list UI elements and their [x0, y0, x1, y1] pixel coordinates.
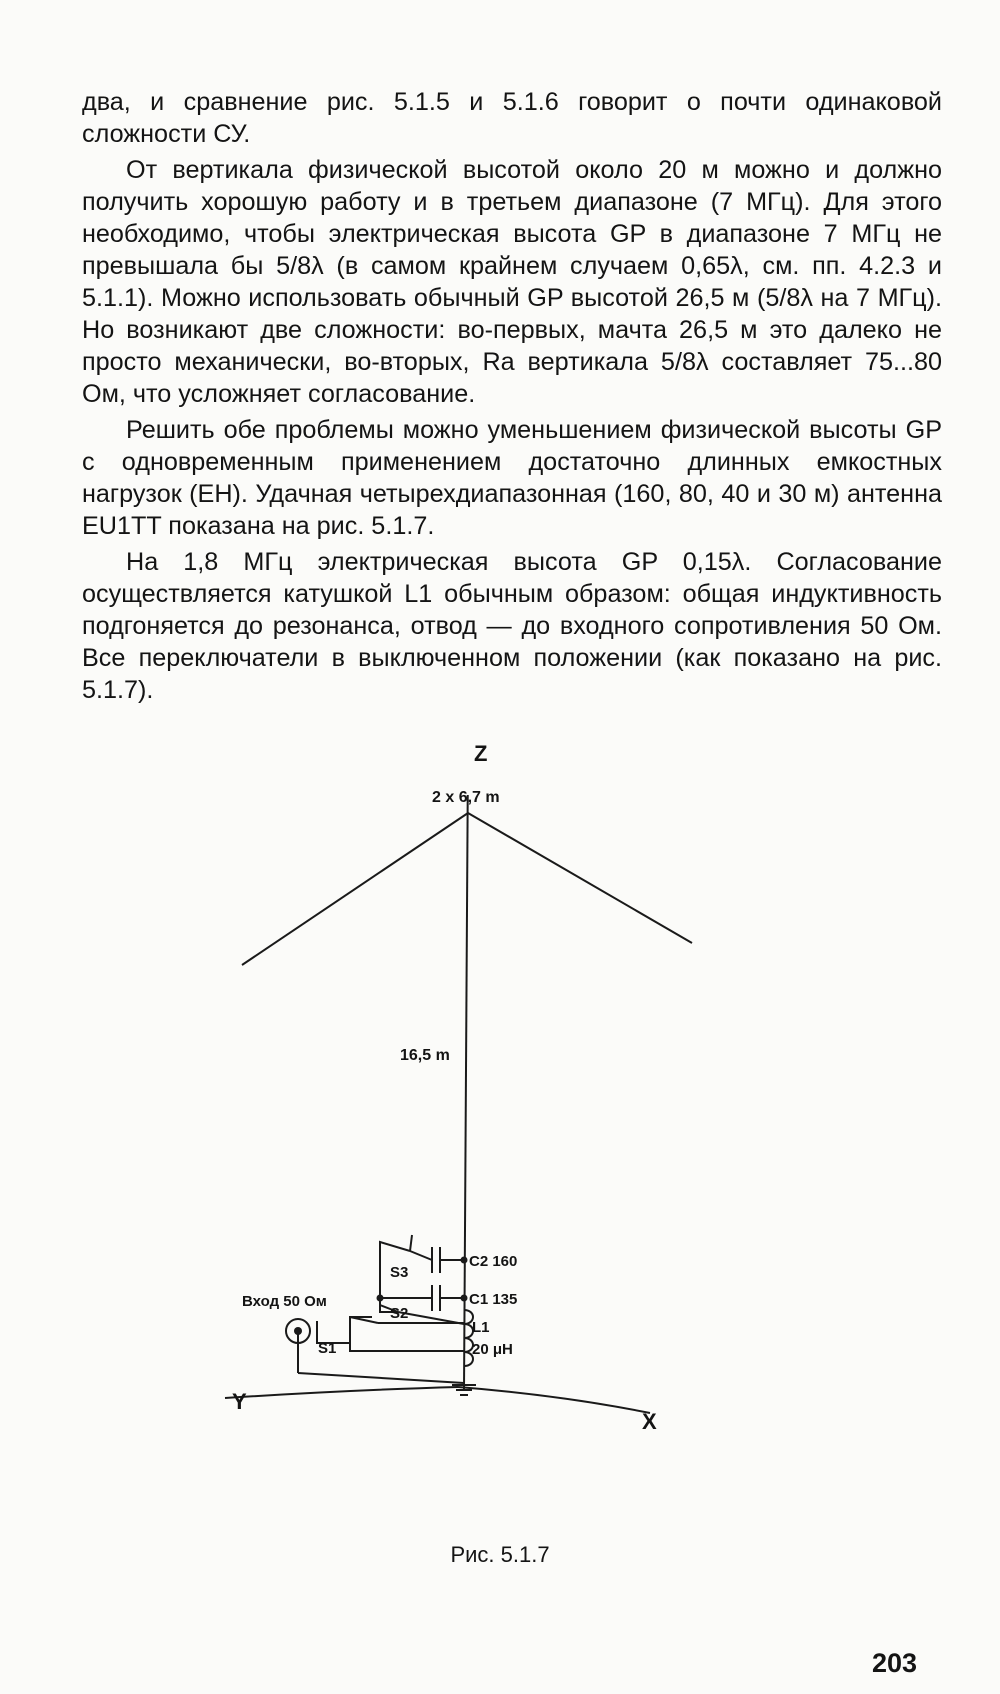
input-label: Вход 50 Ом [242, 1293, 327, 1310]
top-load-label: 2 x 6,7 m [432, 789, 500, 806]
capacitor-c2-label: C2 160 [469, 1253, 518, 1270]
page-number: 203 [872, 1648, 918, 1678]
capacitor-c1-label: C1 135 [469, 1291, 518, 1308]
paragraph-3: Решить обе проблемы можно уменьшением физической высоты GP с одновременным применением достаточно длинных емкостных нагрузок (ЕН). Удачная четырехдиапазонная (160, 80, 40 и 30 м) антенна EU1TT показана на рис. 5.1.7. [82, 416, 942, 540]
switch-s1-label: S1 [318, 1340, 337, 1357]
axis-y-label: Y [232, 1389, 247, 1414]
axis-z-label: Z [474, 741, 488, 766]
ground-axis-y [225, 1387, 458, 1398]
paragraph-1: два, и сравнение рис. 5.1.5 и 5.1.6 говорит о почти одинаковой сложности СУ. [82, 88, 942, 148]
top-load-wire-left [242, 813, 468, 965]
coil-l1-value: 20 μH [472, 1341, 513, 1358]
switch-s3-label: S3 [390, 1264, 409, 1281]
paragraph-4: На 1,8 МГц электрическая высота GP 0,15λ. Согласование осуществляется катушкой L1 обычным образом: общая индуктивность подгоняется до резонанса, отвод — до входного сопротивления 50 Ом. Все переключатели в выключенном положении (как показано на рис. 5.1.7). [82, 548, 942, 704]
coax-center [294, 1327, 302, 1335]
axis-x-label: X [642, 1409, 657, 1434]
junction-c1 [461, 1295, 468, 1302]
figure-caption: Рис. 5.1.7 [450, 1542, 550, 1567]
junction-s2 [377, 1295, 384, 1302]
junction-c2 [461, 1257, 468, 1264]
antenna-figure [220, 741, 780, 1570]
switch-s3-lever [410, 1251, 432, 1260]
ground-axis-x [458, 1387, 650, 1413]
switch-s2-label: S2 [390, 1305, 409, 1322]
paragraph-2: От вертикала физической высотой около 20 м можно и должно получить хорошую работу и в третьем диапазоне (7 МГц). Для этого необходимо, чтобы электрическая высота GP в диапазоне 7 МГц не превышала бы 5/8λ (в самом крайнем случаем 0,65λ, см. пп. 4.2.3 и 5.1.1). Можно использовать обычный GP высотой 26,5 м (5/8λ на 7 МГц). Но возникают две сложности: во-первых, мачта 26,5 м это далеко не просто механически, во-вторых, Ra вертикала 5/8λ составляет 75...80 Ом, что усложняет согласование. [82, 156, 942, 408]
body-text [82, 86, 942, 710]
antenna-diagram [220, 795, 780, 1535]
mast-height-label: 16,5 m [400, 1047, 450, 1064]
coil-l1-label: L1 [472, 1319, 490, 1336]
top-load-wire-right [468, 813, 692, 943]
